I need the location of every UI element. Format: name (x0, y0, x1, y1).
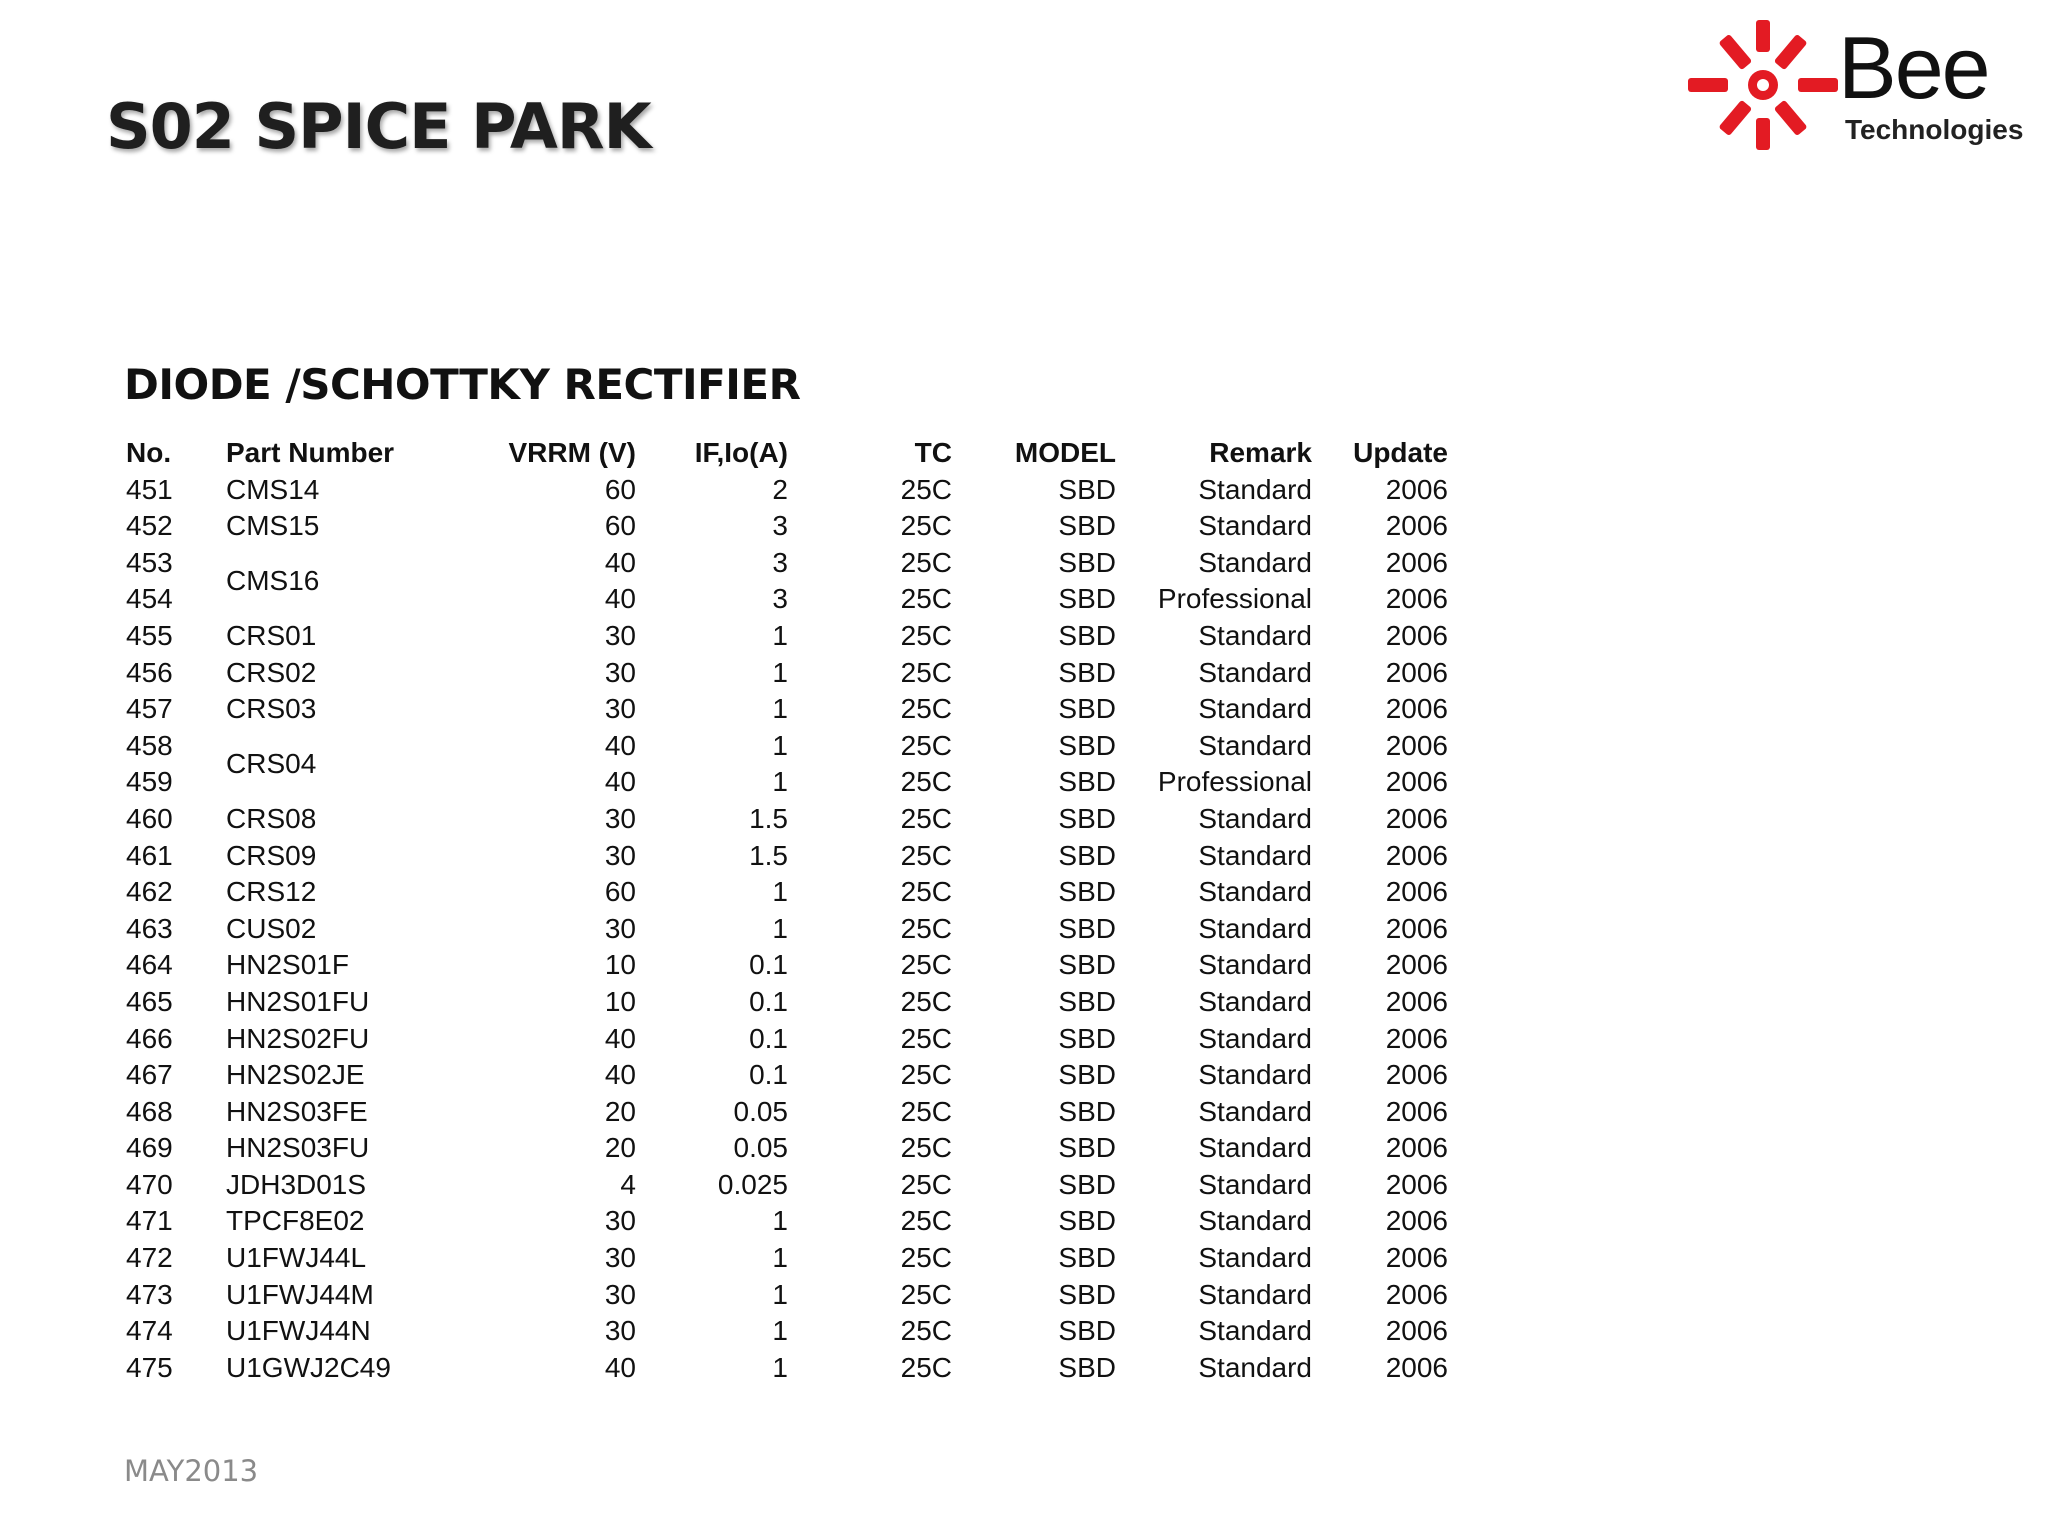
cell-update: 2006 (1385, 1278, 1448, 1310)
cell-vrrm: 30 (604, 839, 636, 871)
cell-part-number: CRS08 (226, 802, 317, 834)
cell-tc: 25C (900, 949, 952, 981)
cell-model: SBD (1058, 1059, 1116, 1091)
starburst-logo-icon (1688, 20, 1838, 150)
table-row (118, 1167, 1456, 1204)
cell-update: 2006 (1385, 729, 1448, 761)
cell-tc: 25C (900, 546, 952, 578)
cell-no: 457 (126, 693, 173, 725)
cell-model: SBD (1058, 1315, 1116, 1347)
cell-vrrm: 60 (604, 510, 636, 542)
cell-if-io: 1 (772, 912, 788, 944)
cell-model: SBD (1058, 1205, 1116, 1237)
cell-vrrm: 40 (604, 1022, 636, 1054)
cell-vrrm: 30 (604, 1205, 636, 1237)
cell-model: SBD (1058, 693, 1116, 725)
cell-update: 2006 (1385, 912, 1448, 944)
cell-tc: 25C (900, 656, 952, 688)
cell-tc: 25C (900, 510, 952, 542)
cell-update: 2006 (1385, 802, 1448, 834)
cell-model: SBD (1058, 839, 1116, 871)
cell-remark: Standard (1198, 510, 1312, 542)
cell-part-number: CUS02 (226, 912, 317, 944)
cell-update: 2006 (1385, 1095, 1448, 1127)
cell-if-io: 1 (772, 1351, 788, 1383)
cell-tc: 25C (900, 473, 952, 505)
cell-model: SBD (1058, 766, 1116, 798)
cell-no: 456 (126, 656, 173, 688)
cell-tc: 25C (900, 1059, 952, 1091)
cell-part-number: CRS03 (226, 693, 317, 725)
cell-no: 460 (126, 802, 173, 834)
cell-tc: 25C (900, 583, 952, 615)
cell-update: 2006 (1385, 583, 1448, 615)
cell-remark: Standard (1198, 619, 1312, 651)
cell-no: 475 (126, 1351, 173, 1383)
cell-part-number: HN2S01F (226, 949, 349, 981)
cell-no: 454 (126, 583, 173, 615)
table-row (118, 947, 1456, 984)
cell-no: 466 (126, 1022, 173, 1054)
cell-remark: Standard (1198, 876, 1312, 908)
cell-part-number: TPCF8E02 (226, 1205, 365, 1237)
cell-update: 2006 (1385, 1022, 1448, 1054)
cell-tc: 25C (900, 1278, 952, 1310)
cell-part-number: CRS01 (226, 619, 317, 651)
cell-update: 2006 (1385, 510, 1448, 542)
header-remark: Remark (1209, 437, 1312, 468)
cell-remark: Professional (1157, 583, 1312, 615)
table-row (118, 508, 1456, 545)
cell-vrrm: 40 (604, 1351, 636, 1383)
cell-if-io: 1 (772, 1205, 788, 1237)
cell-model: SBD (1058, 1278, 1116, 1310)
cell-part-number: CRS12 (226, 876, 317, 908)
table-row (118, 472, 1456, 509)
cell-remark: Standard (1198, 1205, 1312, 1237)
cell-part-number: HN2S02JE (226, 1059, 365, 1091)
cell-tc: 25C (900, 1205, 952, 1237)
cell-no: 453 (126, 546, 173, 578)
cell-tc: 25C (900, 1022, 952, 1054)
cell-model: SBD (1058, 802, 1116, 834)
cell-tc: 25C (900, 839, 952, 871)
cell-update: 2006 (1385, 1205, 1448, 1237)
cell-part-number: CRS02 (226, 656, 317, 688)
cell-model: SBD (1058, 619, 1116, 651)
cell-vrrm: 20 (604, 1095, 636, 1127)
cell-if-io: 3 (772, 546, 788, 578)
cell-if-io: 0.1 (749, 985, 788, 1017)
cell-if-io: 0.1 (749, 949, 788, 981)
cell-update: 2006 (1385, 1242, 1448, 1274)
cell-no: 468 (126, 1095, 173, 1127)
cell-model: SBD (1058, 1132, 1116, 1164)
logo-wordmark: Bee (1838, 18, 1989, 117)
header-if-io: IF,Io(A) (694, 437, 788, 468)
cell-part-number: HN2S01FU (226, 985, 370, 1017)
cell-if-io: 1 (772, 1278, 788, 1310)
cell-if-io: 1.5 (749, 802, 788, 834)
cell-if-io: 1 (772, 693, 788, 725)
cell-remark: Standard (1198, 656, 1312, 688)
cell-vrrm: 60 (604, 876, 636, 908)
cell-if-io: 3 (772, 510, 788, 542)
header-update: Update (1353, 437, 1448, 468)
cell-update: 2006 (1385, 1059, 1448, 1091)
cell-if-io: 1 (772, 656, 788, 688)
header-tc: TC (914, 437, 952, 468)
cell-if-io: 1.5 (749, 839, 788, 871)
table-row (118, 618, 1456, 655)
cell-vrrm: 40 (604, 766, 636, 798)
cell-update: 2006 (1385, 876, 1448, 908)
cell-if-io: 3 (772, 583, 788, 615)
cell-remark: Standard (1198, 1132, 1312, 1164)
diode-parts-table (118, 435, 1456, 1386)
cell-tc: 25C (900, 1242, 952, 1274)
cell-remark: Standard (1198, 1315, 1312, 1347)
table-row (118, 1130, 1456, 1167)
table-row (118, 1350, 1456, 1387)
cell-no: 470 (126, 1168, 173, 1200)
cell-part-number: CRS04 (226, 748, 317, 780)
section-title: DIODE /SCHOTTKY RECTIFIER (124, 360, 801, 409)
cell-if-io: 1 (772, 766, 788, 798)
cell-update: 2006 (1385, 766, 1448, 798)
cell-no: 462 (126, 876, 173, 908)
cell-no: 451 (126, 473, 173, 505)
cell-part-number: U1FWJ44N (226, 1315, 371, 1347)
cell-part-number: CMS16 (226, 565, 320, 597)
cell-tc: 25C (900, 1351, 952, 1383)
cell-vrrm: 40 (604, 1059, 636, 1091)
cell-model: SBD (1058, 1022, 1116, 1054)
cell-remark: Standard (1198, 473, 1312, 505)
cell-remark: Standard (1198, 1095, 1312, 1127)
cell-model: SBD (1058, 656, 1116, 688)
cell-vrrm: 30 (604, 1242, 636, 1274)
cell-remark: Standard (1198, 839, 1312, 871)
cell-no: 471 (126, 1205, 173, 1237)
cell-part-number: U1GWJ2C49 (226, 1351, 391, 1383)
cell-model: SBD (1058, 583, 1116, 615)
cell-vrrm: 40 (604, 729, 636, 761)
cell-vrrm: 30 (604, 693, 636, 725)
cell-if-io: 0.05 (733, 1095, 788, 1127)
cell-if-io: 1 (772, 876, 788, 908)
cell-vrrm: 30 (604, 1278, 636, 1310)
logo-subtitle: Technologies (1845, 114, 2024, 145)
cell-remark: Standard (1198, 693, 1312, 725)
cell-update: 2006 (1385, 1132, 1448, 1164)
cell-part-number: U1FWJ44M (226, 1278, 374, 1310)
cell-tc: 25C (900, 876, 952, 908)
cell-if-io: 1 (772, 619, 788, 651)
cell-update: 2006 (1385, 985, 1448, 1017)
cell-model: SBD (1058, 912, 1116, 944)
table-row (118, 1021, 1456, 1058)
cell-tc: 25C (900, 619, 952, 651)
table-row (118, 1203, 1456, 1240)
cell-remark: Standard (1198, 1168, 1312, 1200)
table-row (118, 911, 1456, 948)
cell-vrrm: 30 (604, 1315, 636, 1347)
table-row (118, 984, 1456, 1021)
table-row (118, 655, 1456, 692)
cell-model: SBD (1058, 473, 1116, 505)
cell-update: 2006 (1385, 949, 1448, 981)
cell-remark: Standard (1198, 985, 1312, 1017)
cell-no: 467 (126, 1059, 173, 1091)
cell-no: 452 (126, 510, 173, 542)
cell-no: 474 (126, 1315, 173, 1347)
table-row (118, 1240, 1456, 1277)
cell-vrrm: 30 (604, 912, 636, 944)
cell-if-io: 0.05 (733, 1132, 788, 1164)
cell-no: 458 (126, 729, 173, 761)
cell-vrrm: 10 (604, 949, 636, 981)
table-row (118, 545, 1456, 582)
cell-vrrm: 60 (604, 473, 636, 505)
cell-remark: Standard (1198, 1022, 1312, 1054)
cell-vrrm: 30 (604, 656, 636, 688)
cell-model: SBD (1058, 876, 1116, 908)
cell-part-number: CMS14 (226, 473, 320, 505)
cell-update: 2006 (1385, 656, 1448, 688)
cell-vrrm: 30 (604, 802, 636, 834)
cell-model: SBD (1058, 1095, 1116, 1127)
header-vrrm: VRRM (V) (508, 437, 636, 468)
cell-remark: Standard (1198, 1278, 1312, 1310)
cell-if-io: 1 (772, 1242, 788, 1274)
cell-update: 2006 (1385, 1351, 1448, 1383)
cell-if-io: 2 (772, 473, 788, 505)
cell-part-number: CRS09 (226, 839, 317, 871)
cell-if-io: 0.025 (717, 1168, 788, 1200)
cell-tc: 25C (900, 985, 952, 1017)
cell-remark: Standard (1198, 802, 1312, 834)
cell-tc: 25C (900, 729, 952, 761)
cell-remark: Standard (1198, 949, 1312, 981)
cell-remark: Standard (1198, 1242, 1312, 1274)
cell-no: 473 (126, 1278, 173, 1310)
cell-model: SBD (1058, 985, 1116, 1017)
cell-update: 2006 (1385, 619, 1448, 651)
table-row (118, 691, 1456, 728)
cell-update: 2006 (1385, 693, 1448, 725)
table-row (118, 1313, 1456, 1350)
cell-remark: Standard (1198, 729, 1312, 761)
cell-no: 469 (126, 1132, 173, 1164)
cell-if-io: 0.1 (749, 1059, 788, 1091)
cell-model: SBD (1058, 949, 1116, 981)
table-row (118, 1094, 1456, 1131)
cell-update: 2006 (1385, 839, 1448, 871)
cell-part-number: HN2S03FE (226, 1095, 368, 1127)
cell-model: SBD (1058, 546, 1116, 578)
table-body (118, 472, 1456, 1387)
footer-date: MAY2013 (124, 1454, 259, 1488)
cell-no: 472 (126, 1242, 173, 1274)
cell-part-number: HN2S03FU (226, 1132, 370, 1164)
table-row (118, 1057, 1456, 1094)
cell-remark: Professional (1157, 766, 1312, 798)
cell-tc: 25C (900, 1095, 952, 1127)
table-row (118, 874, 1456, 911)
cell-part-number: U1FWJ44L (226, 1242, 367, 1274)
cell-vrrm: 4 (620, 1168, 636, 1200)
cell-tc: 25C (900, 766, 952, 798)
cell-if-io: 1 (772, 1315, 788, 1347)
cell-remark: Standard (1198, 912, 1312, 944)
cell-if-io: 1 (772, 729, 788, 761)
cell-tc: 25C (900, 802, 952, 834)
cell-part-number: JDH3D01S (226, 1168, 367, 1200)
header-part-number: Part Number (226, 437, 395, 468)
table-row (118, 1277, 1456, 1314)
cell-no: 461 (126, 839, 173, 871)
cell-remark: Standard (1198, 546, 1312, 578)
cell-no: 459 (126, 766, 173, 798)
cell-vrrm: 20 (604, 1132, 636, 1164)
cell-no: 455 (126, 619, 173, 651)
cell-part-number: CMS15 (226, 510, 320, 542)
cell-model: SBD (1058, 510, 1116, 542)
cell-update: 2006 (1385, 1168, 1448, 1200)
cell-tc: 25C (900, 693, 952, 725)
table-row (118, 728, 1456, 765)
cell-tc: 25C (900, 912, 952, 944)
cell-part-number: HN2S02FU (226, 1022, 370, 1054)
table-header-row (118, 435, 1456, 472)
bee-technologies-logo (1688, 20, 2038, 150)
cell-if-io: 0.1 (749, 1022, 788, 1054)
cell-model: SBD (1058, 1242, 1116, 1274)
header-model: MODEL (1014, 437, 1116, 468)
cell-no: 463 (126, 912, 173, 944)
cell-tc: 25C (900, 1168, 952, 1200)
cell-tc: 25C (900, 1132, 952, 1164)
cell-vrrm: 40 (604, 583, 636, 615)
cell-no: 465 (126, 985, 173, 1017)
header-no: No. (126, 437, 172, 468)
cell-update: 2006 (1385, 1315, 1448, 1347)
cell-model: SBD (1058, 729, 1116, 761)
cell-update: 2006 (1385, 473, 1448, 505)
cell-vrrm: 10 (604, 985, 636, 1017)
table-row (118, 801, 1456, 838)
cell-remark: Standard (1198, 1059, 1312, 1091)
slide-title: S02 SPICE PARK (106, 90, 651, 163)
cell-tc: 25C (900, 1315, 952, 1347)
cell-vrrm: 40 (604, 546, 636, 578)
cell-no: 464 (126, 949, 173, 981)
cell-model: SBD (1058, 1168, 1116, 1200)
cell-vrrm: 30 (604, 619, 636, 651)
cell-update: 2006 (1385, 546, 1448, 578)
cell-remark: Standard (1198, 1351, 1312, 1383)
table-row (118, 838, 1456, 875)
cell-model: SBD (1058, 1351, 1116, 1383)
